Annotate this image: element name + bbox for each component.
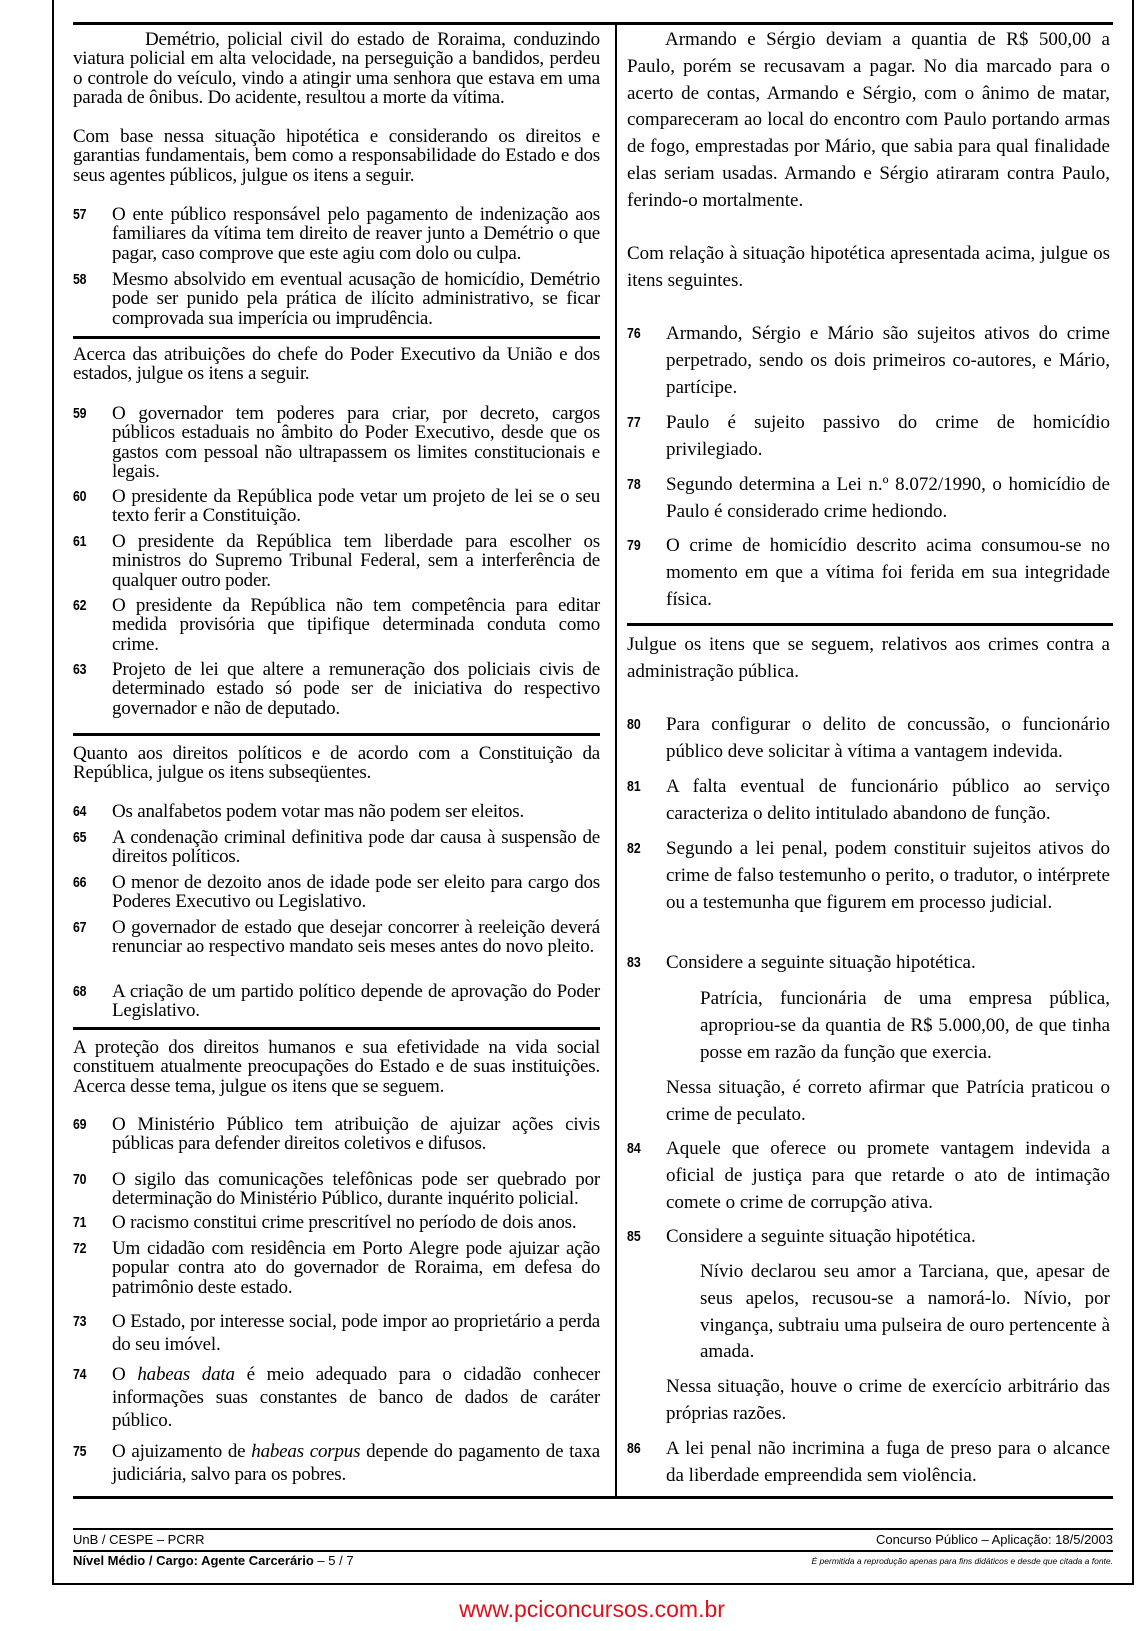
question-item: [73, 660, 600, 718]
question-text: Aquele que oferece ou promete vantagem indevida a oficial de justiça para que retarde o ato de intimação comete o crime de corrupção ativa.: [666, 1138, 1110, 1213]
question-number: 74: [73, 1366, 87, 1383]
question-number: 79: [627, 537, 641, 554]
question-text: A criação de um partido político depende de aprovação do Poder Legislativo.: [112, 981, 600, 1022]
question-number: 61: [73, 533, 87, 550]
question-text: O Estado, por interesse social, pode impor ao proprietário a perda do seu imóvel.: [112, 1311, 600, 1355]
question-item: [627, 1224, 1110, 1251]
section-divider: [73, 1027, 600, 1030]
question-item: [73, 1115, 600, 1154]
question-item: [627, 410, 1110, 464]
section-intro: A proteção dos direitos humanos e sua efetividade na vida social constituem atualmente preocupações do Estado e de suas instituições. Acerca desse tema, julgue os itens que se seguem.: [73, 1037, 600, 1097]
footer-cargo: [73, 1553, 354, 1568]
question-number: 83: [627, 954, 641, 971]
question-item: [627, 712, 1110, 766]
question-item: [73, 982, 600, 1021]
question-item: [627, 472, 1110, 526]
question-item: [73, 205, 600, 263]
question-text: O governador tem poderes para criar, por decreto, cargos públicos estaduais no âmbito do Poder Executivo, desde que os gastos com pessoal não ultrapassem os limites constitucionais e legais.: [112, 403, 600, 483]
question-number: 85: [627, 1228, 641, 1245]
question-item: [627, 774, 1110, 828]
footer-org: UnB / CESPE – PCRR: [73, 1532, 205, 1547]
column-divider: [615, 23, 617, 1497]
item-conclusion: Nessa situação, é correto afirmar que Patrícia praticou o crime de peculato.: [666, 1077, 1110, 1125]
question-item: [73, 1440, 600, 1486]
question-text: A condenação criminal definitiva pode dar causa à suspensão de direitos políticos.: [112, 827, 600, 868]
question-item: [73, 404, 600, 482]
question-text: Considere a seguinte situação hipotética.: [666, 1226, 976, 1247]
question-item: [627, 1436, 1110, 1490]
question-item: [73, 1239, 600, 1297]
question-text: [112, 1363, 600, 1432]
text-segment: O ajuizamento de: [112, 1441, 252, 1462]
bottom-rule: [73, 1496, 1113, 1499]
question-item: [73, 1213, 600, 1232]
section-intro: Com relação à situação hipotética apresentada acima, julgue os itens seguintes.: [627, 243, 1110, 291]
question-text: Paulo é sujeito passivo do crime de homicídio privilegiado.: [666, 412, 1110, 460]
case-paragraph-demetrio: Demétrio, policial civil do estado de Roraima, conduzindo viatura policial em alta velocidade, na perseguição a bandidos, perdeu o controle do veículo, vindo a atingir uma senhora que estava em uma parada de ônibus. Do acidente, resultou a morte da vítima.: [73, 29, 600, 109]
question-text: A falta eventual de funcionário público ao serviço caracteriza o delito intitulado abandono de função.: [666, 776, 1110, 824]
question-text: Os analfabetos podem votar mas não podem ser eleitos.: [112, 801, 525, 822]
footer-exam: Concurso Público – Aplicação: 18/5/2003: [875, 1532, 1113, 1547]
question-text: O Ministério Público tem atribuição de ajuizar ações civis públicas para defender direitos coletivos e difusos.: [112, 1114, 600, 1155]
cargo-label: Nível Médio / Cargo: Agente Carcerário: [73, 1553, 314, 1568]
question-number: 69: [73, 1116, 87, 1133]
question-number: 58: [73, 271, 87, 288]
section-intro: Com base nessa situação hipotética e considerando os direitos e garantias fundamentais, bem como a responsabilidade do Estado e dos seus agentes públicos, julgue os itens a seguir.: [73, 126, 600, 186]
question-item: [73, 270, 600, 328]
question-item: [73, 1170, 600, 1209]
question-text: [112, 1440, 600, 1486]
question-item: [627, 1136, 1110, 1216]
question-item: [627, 321, 1110, 401]
question-text: A lei penal não incrimina a fuga de preso para o alcance da liberdade empreendida sem violência.: [666, 1438, 1110, 1486]
section-divider: [627, 623, 1113, 626]
footer-rule: [73, 1528, 1113, 1530]
footer-rule: [73, 1550, 1113, 1552]
question-text: Considere a seguinte situação hipotética.: [666, 952, 976, 973]
question-number: 62: [73, 597, 87, 614]
question-number: 75: [73, 1443, 87, 1460]
text-segment: é meio adequado para o cidadão conhecer informações suas constantes de banco de dados de caráter público.: [112, 1364, 601, 1431]
section-intro: Julgue os itens que se seguem, relativos aos crimes contra a administração pública.: [627, 634, 1110, 682]
question-number: 72: [73, 1240, 87, 1257]
question-text: O presidente da República não tem competência para editar medida provisória que tipifique determinada conduta como crime.: [112, 595, 600, 655]
text-segment: O: [112, 1364, 138, 1385]
question-item: [73, 1310, 600, 1356]
question-text: O governador de estado que desejar concorrer à reeleição deverá renunciar ao respectivo mandato seis meses antes do novo pleito.: [112, 917, 600, 958]
question-number: 60: [73, 488, 87, 505]
source-url[interactable]: www.pciconcursos.com.br: [459, 1596, 725, 1622]
section-divider: [73, 336, 600, 339]
question-number: 76: [627, 325, 641, 342]
question-text: Segundo determina a Lei n.º 8.072/1990, o homicídio de Paulo é considerado crime hediondo.: [666, 474, 1110, 522]
question-number: 77: [627, 414, 641, 431]
question-number: 78: [627, 476, 641, 493]
question-text: O presidente da República pode vetar um projeto de lei se o seu texto ferir a Constituição.: [112, 486, 600, 527]
top-rule: [73, 22, 1113, 25]
question-number: 68: [73, 983, 87, 1000]
question-item: [73, 596, 600, 654]
question-text: Um cidadão com residência em Porto Alegre pode ajuizar ação popular contra ato do governador de Roraima, em defesa do patrimônio deste estado.: [112, 1238, 600, 1298]
question-item: [73, 873, 600, 912]
question-text: O sigilo das comunicações telefônicas pode ser quebrado por determinação do Ministério Público, durante inquérito policial.: [112, 1169, 600, 1210]
item-conclusion: Nessa situação, houve o crime de exercício arbitrário das próprias razões.: [666, 1376, 1110, 1424]
question-number: 67: [73, 919, 87, 936]
question-number: 64: [73, 803, 87, 820]
question-number: 82: [627, 840, 641, 857]
question-item: [73, 532, 600, 590]
section-intro: Acerca das atribuições do chefe do Poder Executivo da União e dos estados, julgue os itens a seguir.: [73, 344, 600, 385]
question-text: O menor de dezoito anos de idade pode ser eleito para cargo dos Poderes Executivo ou Legislativo.: [112, 872, 600, 913]
question-item: [73, 1363, 600, 1432]
question-number: 71: [73, 1214, 87, 1231]
question-text: Segundo a lei penal, podem constituir sujeitos ativos do crime de falso testemunho o perito, o tradutor, o intérprete ou a testemunha que figurem em processo judicial.: [666, 838, 1110, 913]
question-number: 86: [627, 1440, 641, 1457]
question-text: O ente público responsável pelo pagamento de indenização aos familiares da vítima tem direito de reaver junto a Demétrio o que pagar, caso comprove que este agiu com dolo ou culpa.: [112, 204, 600, 264]
latin-term: habeas data: [137, 1364, 235, 1385]
question-number: 57: [73, 206, 87, 223]
question-number: 80: [627, 716, 641, 733]
question-number: 81: [627, 778, 641, 795]
question-number: 66: [73, 874, 87, 891]
case-paragraph-armando: Armando e Sérgio deviam a quantia de R$ 500,00 a Paulo, porém se recusavam a pagar. No dia marcado para o acerto de contas, Armando e Sérgio, com o ânimo de matar, compareceram ao local do encontro com Paulo portando armas de fogo, emprestadas por Mário, que sabia para qual finalidade elas seriam usadas. Armando e Sérgio atiraram contra Paulo, ferindo-o mortalmente.: [627, 29, 1110, 211]
question-number: 59: [73, 405, 87, 422]
question-item: [73, 487, 600, 526]
question-number: 70: [73, 1171, 87, 1188]
footer-notice: É permitida a reprodução apenas para fins didáticos e desde que citada a fonte.: [811, 1556, 1113, 1566]
text-segment: depende do pagamento de taxa judiciária, salvo para os pobres.: [112, 1441, 601, 1485]
question-item: [627, 836, 1110, 916]
question-number: 63: [73, 661, 87, 678]
question-text: Para configurar o delito de concussão, o funcionário público deve solicitar à vítima a vantagem indevida.: [666, 714, 1110, 762]
question-text: Armando, Sérgio e Mário são sujeitos ativos do crime perpetrado, sendo os dois primeiros co-autores, e Mário, partícipe.: [666, 323, 1110, 398]
question-item: [73, 802, 600, 821]
section-intro: Quanto aos direitos políticos e de acordo com a Constituição da República, julgue os itens subseqüentes.: [73, 743, 600, 784]
question-number: 73: [73, 1313, 87, 1330]
question-text: O presidente da República tem liberdade para escolher os ministros do Supremo Tribunal Federal, sem a interferência de qualquer outro poder.: [112, 531, 600, 591]
question-item: [73, 918, 600, 957]
hypothetical-situation: Nívio declarou seu amor a Tarciana, que, apesar de seus apelos, recusou-se a namorá-lo. Nívio, por vingança, subtraiu uma pulseira de ouro pertencente à amada.: [700, 1261, 1110, 1363]
question-number: 65: [73, 829, 87, 846]
question-text: Mesmo absolvido em eventual acusação de homicídio, Demétrio pode ser punido pela prática de ilícito administrativo, se ficar comprovada sua imperícia ou imprudência.: [112, 269, 600, 329]
page-number: – 5 / 7: [313, 1553, 354, 1568]
question-item: [627, 533, 1110, 613]
section-divider: [73, 733, 600, 736]
hypothetical-situation: Patrícia, funcionária de uma empresa pública, apropriou-se da quantia de R$ 5.000,00, de que tinha posse em razão da função que exercia.: [700, 988, 1110, 1063]
question-number: 84: [627, 1140, 641, 1157]
question-text: O crime de homicídio descrito acima consumou-se no momento em que a vítima foi ferida em sua integridade física.: [666, 535, 1110, 610]
question-item: [73, 828, 600, 867]
question-text: O racismo constitui crime prescritível no período de dois anos.: [112, 1212, 577, 1233]
latin-term: habeas corpus: [251, 1441, 361, 1462]
question-text: Projeto de lei que altere a remuneração dos policiais civis de determinado estado só pode ser de iniciativa do respectivo governador e não de deputado.: [112, 659, 600, 719]
question-item: [627, 950, 1110, 977]
